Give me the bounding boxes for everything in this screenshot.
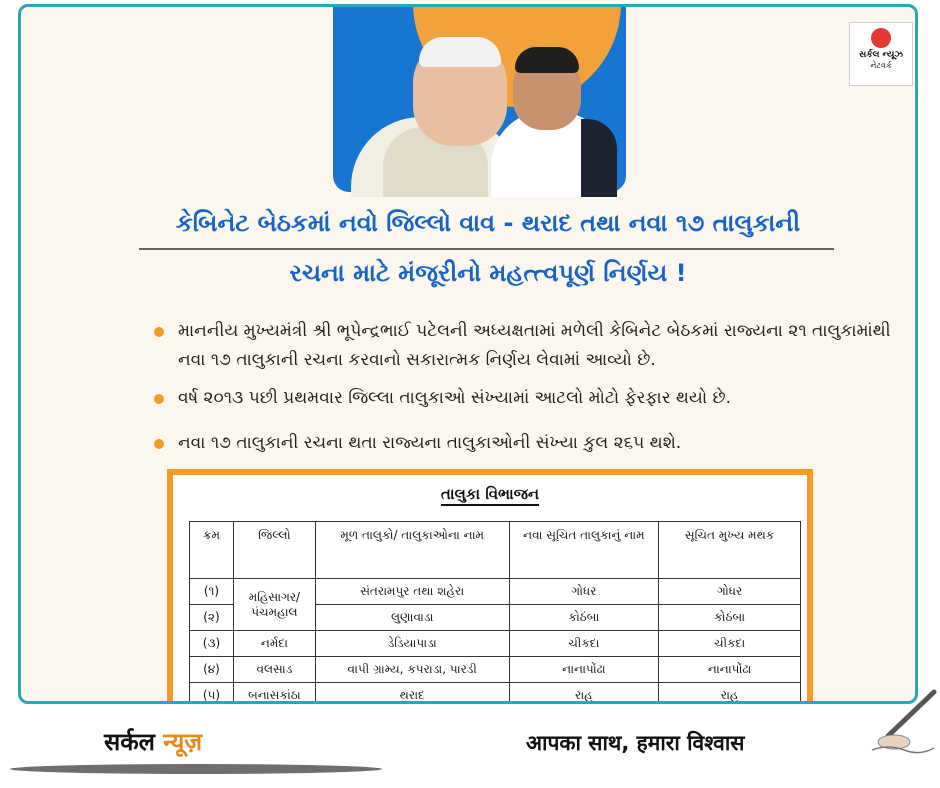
table-row — [190, 683, 801, 705]
cell-new-taluka: રાહ — [509, 683, 659, 705]
table-row — [190, 657, 801, 683]
table-title: તાલુકા વિભાજન — [173, 485, 807, 503]
cell-serial: (૪) — [190, 657, 234, 683]
table-row — [190, 579, 801, 605]
footer-brand — [104, 725, 202, 758]
header-district: જિલ્લો — [233, 522, 315, 579]
leader-2-hair — [515, 47, 579, 73]
pen-writing-icon — [868, 688, 938, 754]
header-serial: ક્રમ — [190, 522, 234, 579]
cell-original-taluka: ડેડિયાપાડા — [315, 631, 509, 657]
bullet-item — [154, 384, 884, 414]
bullet-text: વર્ષ ૨૦૧૩ પછી પ્રથમવાર જિલ્લા તાલુકાઓ સંખ્યામાં આટલો મોટો ફેરફાર થયો છે. — [178, 388, 732, 408]
footer-brand-part1: सर्कल — [104, 728, 155, 756]
bullet-dot-icon — [154, 439, 164, 449]
cell-original-taluka: વાપી ગ્રામ્ય, કપરાડા, પારડી — [315, 657, 509, 683]
logo-title: સર્કલ ન્યૂઝ — [858, 50, 904, 60]
cell-headquarters: ચીકદા — [659, 631, 801, 657]
news-card — [18, 4, 918, 704]
cell-district: બનાસકાંઠા — [233, 683, 315, 705]
cell-serial: (૩) — [190, 631, 234, 657]
bullet-text: નવા ૧૭ તાલુકાની રચના થતા રાજ્યના તાલુકાઓની સંખ્યા કુલ ૨૬૫ થશે. — [178, 433, 682, 453]
header-original-taluka: મૂળ તાલુકો/ તાલુકાઓના નામ — [315, 522, 509, 579]
headline-divider — [139, 248, 834, 250]
table-header-row — [190, 522, 801, 579]
logo-subtitle: નેટવર્ક — [870, 61, 892, 70]
cell-new-taluka: ગોધર — [509, 579, 659, 605]
logo-emblem-icon — [871, 28, 891, 48]
cell-original-taluka: સંતરામપુર તથા શહેરા — [315, 579, 509, 605]
taluka-table-panel — [167, 469, 813, 704]
cell-serial: (૨) — [190, 605, 234, 631]
bullet-item — [154, 317, 891, 377]
cell-new-taluka: નાનાપોંઢા — [509, 657, 659, 683]
cell-original-taluka: લુણાવાડા — [315, 605, 509, 631]
taluka-division-table — [189, 521, 801, 704]
cell-serial: (૫) — [190, 683, 234, 705]
headline-line-2: રચના માટે મંજૂરીનો મહત્ત્વપૂર્ણ નિર્ણય ! — [289, 259, 687, 287]
bullet-dot-icon — [154, 394, 164, 404]
footer-shadow-decoration — [10, 764, 382, 774]
cell-serial: (૧) — [190, 579, 234, 605]
cell-district: વલસાડ — [233, 657, 315, 683]
cell-headquarters: કોઠંબા — [659, 605, 801, 631]
table-row — [190, 631, 801, 657]
header-new-taluka: નવા સૂચિત તાલુકાનું નામ — [509, 522, 659, 579]
cell-district: મહિસાગર/ પંચમહાલ — [233, 579, 315, 631]
cell-new-taluka: કોઠંબા — [509, 605, 659, 631]
footer-brand-part2: न्यूज़ — [163, 728, 203, 756]
circle-news-logo[interactable] — [849, 22, 913, 86]
header-headquarters: સૂચિત મુખ્ય મથક — [659, 522, 801, 579]
cell-new-taluka: ચીકદા — [509, 631, 659, 657]
cell-headquarters: ગોધર — [659, 579, 801, 605]
leader-1-hair — [419, 37, 501, 67]
bullet-dot-icon — [154, 327, 164, 337]
cell-headquarters: રાહ — [659, 683, 801, 705]
footer-tagline: आपका साथ, हमारा विश्वास — [526, 731, 745, 755]
bullet-item — [154, 429, 884, 459]
cell-original-taluka: થરાદ — [315, 683, 509, 705]
cell-district: નર્મદા — [233, 631, 315, 657]
headline-line-1: કેબિનેટ બેઠકમાં નવો જિલ્લો વાવ - થરાદ તથા નવા ૧૭ તાલુકાની — [175, 209, 801, 237]
cell-headquarters: નાનાપોંઢા — [659, 657, 801, 683]
bullet-text: માનનીય મુખ્યમંત્રી શ્રી ભૂપેન્દ્રભાઈ પટેલની અધ્યક્ષતામાં મળેલી કેબિનેટ બેઠકમાં રાજ્યના ૨૧ તાલુકામાંથી નવા ૧૭ તાલુકાની રચના કરવાનો સકારાત્મક નિર્ણય લેવામાં આવ્યો છે. — [178, 321, 891, 370]
